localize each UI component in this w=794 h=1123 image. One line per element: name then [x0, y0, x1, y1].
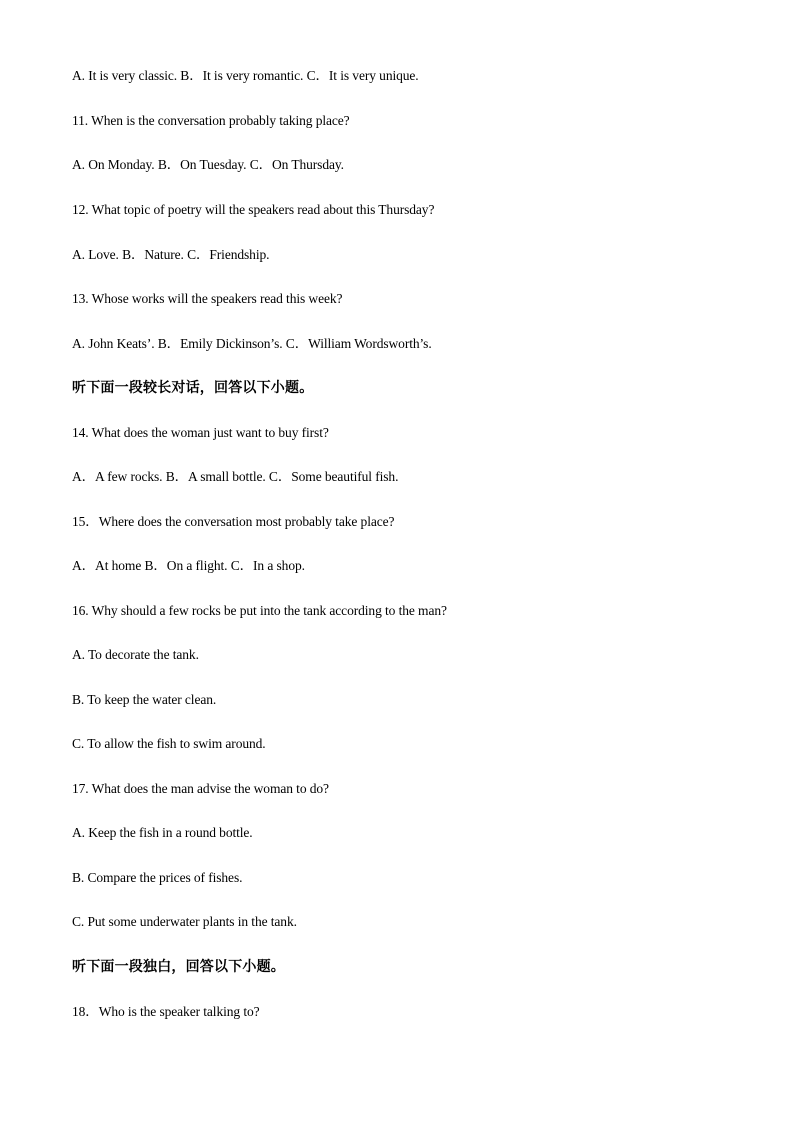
q15-options: A．At home B．On a flight. C．In a shop. — [72, 558, 305, 573]
q11-question: 11. When is the conversation probably taking place? — [72, 113, 350, 128]
section-heading-dialogue: 听下面一段较长对话，回答以下小题。 — [72, 380, 314, 396]
q17-option-b: B. Compare the prices of fishes. — [72, 870, 243, 885]
q13-question: 13. Whose works will the speakers read this week? — [72, 291, 343, 306]
q18-question: 18．Who is the speaker talking to? — [72, 1004, 260, 1019]
q16-option-c: C. To allow the fish to swim around. — [72, 736, 266, 751]
q11-options: A. On Monday. B．On Tuesday. C．On Thursday. — [72, 157, 344, 172]
q12-options: A. Love. B．Nature. C．Friendship. — [72, 247, 270, 262]
q17-option-a: A. Keep the fish in a round bottle. — [72, 825, 253, 840]
q16-question: 16. Why should a few rocks be put into the tank according to the man? — [72, 603, 447, 618]
q15-question: 15．Where does the conversation most probably take place? — [72, 514, 395, 529]
q14-options: A．A few rocks. B．A small bottle. C．Some beautiful fish. — [72, 469, 399, 484]
q14-question: 14. What does the woman just want to buy first? — [72, 425, 329, 440]
q16-option-b: B. To keep the water clean. — [72, 692, 217, 707]
section-heading-monologue: 听下面一段独白，回答以下小题。 — [72, 959, 285, 975]
q10-options: A. It is very classic. B．It is very romantic. C．It is very unique. — [72, 68, 419, 83]
q13-options: A. John Keats’. B．Emily Dickinson’s. C．William Wordsworth’s. — [72, 336, 432, 351]
q17-question: 17. What does the man advise the woman to do? — [72, 781, 329, 796]
q17-option-c: C. Put some underwater plants in the tank. — [72, 914, 297, 929]
q12-question: 12. What topic of poetry will the speakers read about this Thursday? — [72, 202, 435, 217]
q16-option-a: A. To decorate the tank. — [72, 647, 199, 662]
